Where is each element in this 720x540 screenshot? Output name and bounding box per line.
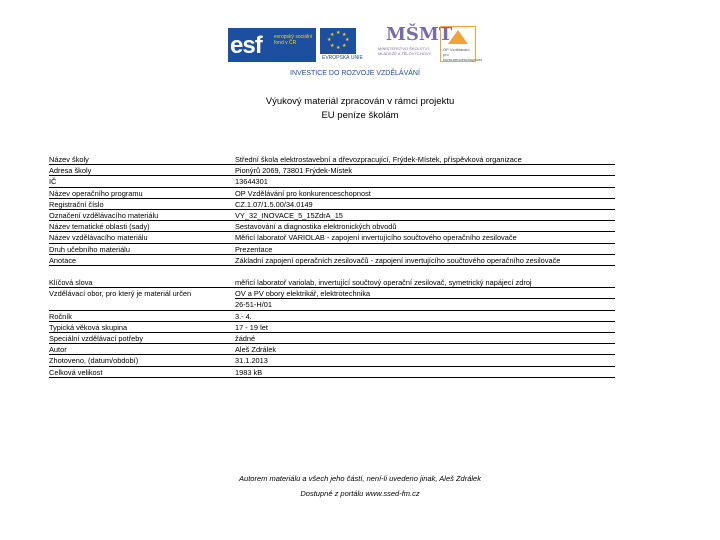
eu-text: EVROPSKÁ UNIE <box>322 55 363 61</box>
info-table <box>49 154 609 378</box>
row-value: Střední škola elektrostavební a dřevozpracující, Frýdek-Místek, příspěvková organizace <box>235 154 615 165</box>
heading-line-2: EU peníze školám <box>321 110 399 121</box>
row-label: Typická věková skupina <box>49 322 235 333</box>
row-label: Vzdělávací obor, pro který je materiál určen <box>49 289 192 299</box>
row-value: Pionýrů 2069, 73801 Frýdek-Místek <box>235 165 615 176</box>
row-value: Základní zapojení operačních zesilovačů - zapojení invertujícího součtového operačního zesilovače <box>235 255 615 266</box>
row-value: OV a PV obory elektrikář, elektrotechnika <box>235 288 615 299</box>
row-label: Druh učebního materiálu <box>49 244 235 255</box>
table-row <box>49 311 609 322</box>
table-row <box>49 322 609 333</box>
spacer <box>49 266 609 277</box>
row-label: Speciální vzdělávací potřeby <box>49 333 235 344</box>
row-value: žádné <box>235 333 615 344</box>
row-label: Název tematické oblasti (sady) <box>49 221 235 232</box>
heading-line-1: Výukový materiál zpracován v rámci projektu <box>265 96 455 107</box>
table-row <box>49 165 609 176</box>
op-text: OP Vzdělávání pro konkurenceschopnost <box>443 47 482 62</box>
op-arrow-icon <box>448 30 468 44</box>
table-row <box>49 221 609 232</box>
row-label: Adresa školy <box>49 165 235 176</box>
row-label: Celková velikost <box>49 367 235 378</box>
row-label: Ročník <box>49 311 235 322</box>
msmt-text: MINISTERSTVO ŠKOLSTVÍ, MLÁDEŽE A TĚLOVÝCHOVY <box>378 46 432 56</box>
table-row <box>49 210 609 221</box>
table-row <box>49 277 609 288</box>
table-row <box>49 367 609 378</box>
row-label: Zhotoveno, (datum/období) <box>49 355 235 366</box>
table-row <box>49 154 609 165</box>
msmt-logo <box>378 24 453 64</box>
table-row <box>49 355 609 366</box>
row-label <box>49 299 235 310</box>
row-value: 13644301 <box>235 176 615 187</box>
table-row <box>49 344 609 355</box>
logo-caption: INVESTICE DO ROZVOJE VZDĚLÁVÁNÍ <box>290 70 420 77</box>
table-row <box>49 244 609 255</box>
esf-letters: esf <box>230 32 262 59</box>
row-label: Registrační číslo <box>49 199 235 210</box>
row-label: Anotace <box>49 255 235 266</box>
row-value: 1983 kB <box>235 367 615 378</box>
row-label: IČ <box>49 176 235 187</box>
row-label: Klíčová slova <box>49 277 235 288</box>
row-value: CZ.1.07/1.5.00/34.0149 <box>235 199 615 210</box>
row-value: měřicí laboratoř variolab, invertující součtový operační zesilovač, symetrický napájecí zdroj <box>235 277 615 288</box>
esf-logo <box>228 28 316 62</box>
footer-author: Autorem materiálu a všech jeho částí, není-li uvedeno jinak, Aleš Zdrálek <box>239 474 481 483</box>
row-value: 31.1.2013 <box>235 355 615 366</box>
row-label: Autor <box>49 344 235 355</box>
esf-text: evropský sociální fond v ČR <box>274 34 313 46</box>
row-value: 26-51-H/01 <box>235 299 615 310</box>
row-value: VY_32_INOVACE_5_15ZdrA_15 <box>235 210 615 221</box>
msmt-mark: MŠMT <box>386 24 453 45</box>
row-value: Prezentace <box>235 244 615 255</box>
row-value: OP Vzdělávání pro konkurenceschopnost <box>235 188 615 199</box>
table-row <box>49 188 609 199</box>
row-value: Sestavování a diagnostika elektronických obvodů <box>235 221 615 232</box>
table-row <box>49 176 609 187</box>
table-row <box>49 333 609 344</box>
row-value: 17 - 19 let <box>235 322 615 333</box>
row-label: Název školy <box>49 154 235 165</box>
row-label: Název operačního programu <box>49 188 235 199</box>
op-vk-logo <box>440 26 482 62</box>
row-label: Název vzdělávacího materiálu <box>49 232 235 243</box>
footer-source: Dostupné z portálu www.ssed-fm.cz <box>300 489 420 498</box>
table-row <box>49 299 609 310</box>
row-value: 3.- 4. <box>235 311 615 322</box>
logo-bar <box>228 22 488 80</box>
table-row <box>49 232 609 243</box>
row-value: Aleš Zdrálek <box>235 344 615 355</box>
row-label: Označení vzdělávacího materiálu <box>49 210 235 221</box>
table-row <box>49 255 609 266</box>
row-value: Měřicí laboratoř VARIOLAB - zapojení invertujícího součtového operačního zesilovače <box>235 232 615 243</box>
eu-flag-icon: ★ ★ ★ ★ ★ ★ ★ ★ <box>320 28 356 54</box>
table-row <box>49 199 609 210</box>
table-row <box>49 288 609 299</box>
